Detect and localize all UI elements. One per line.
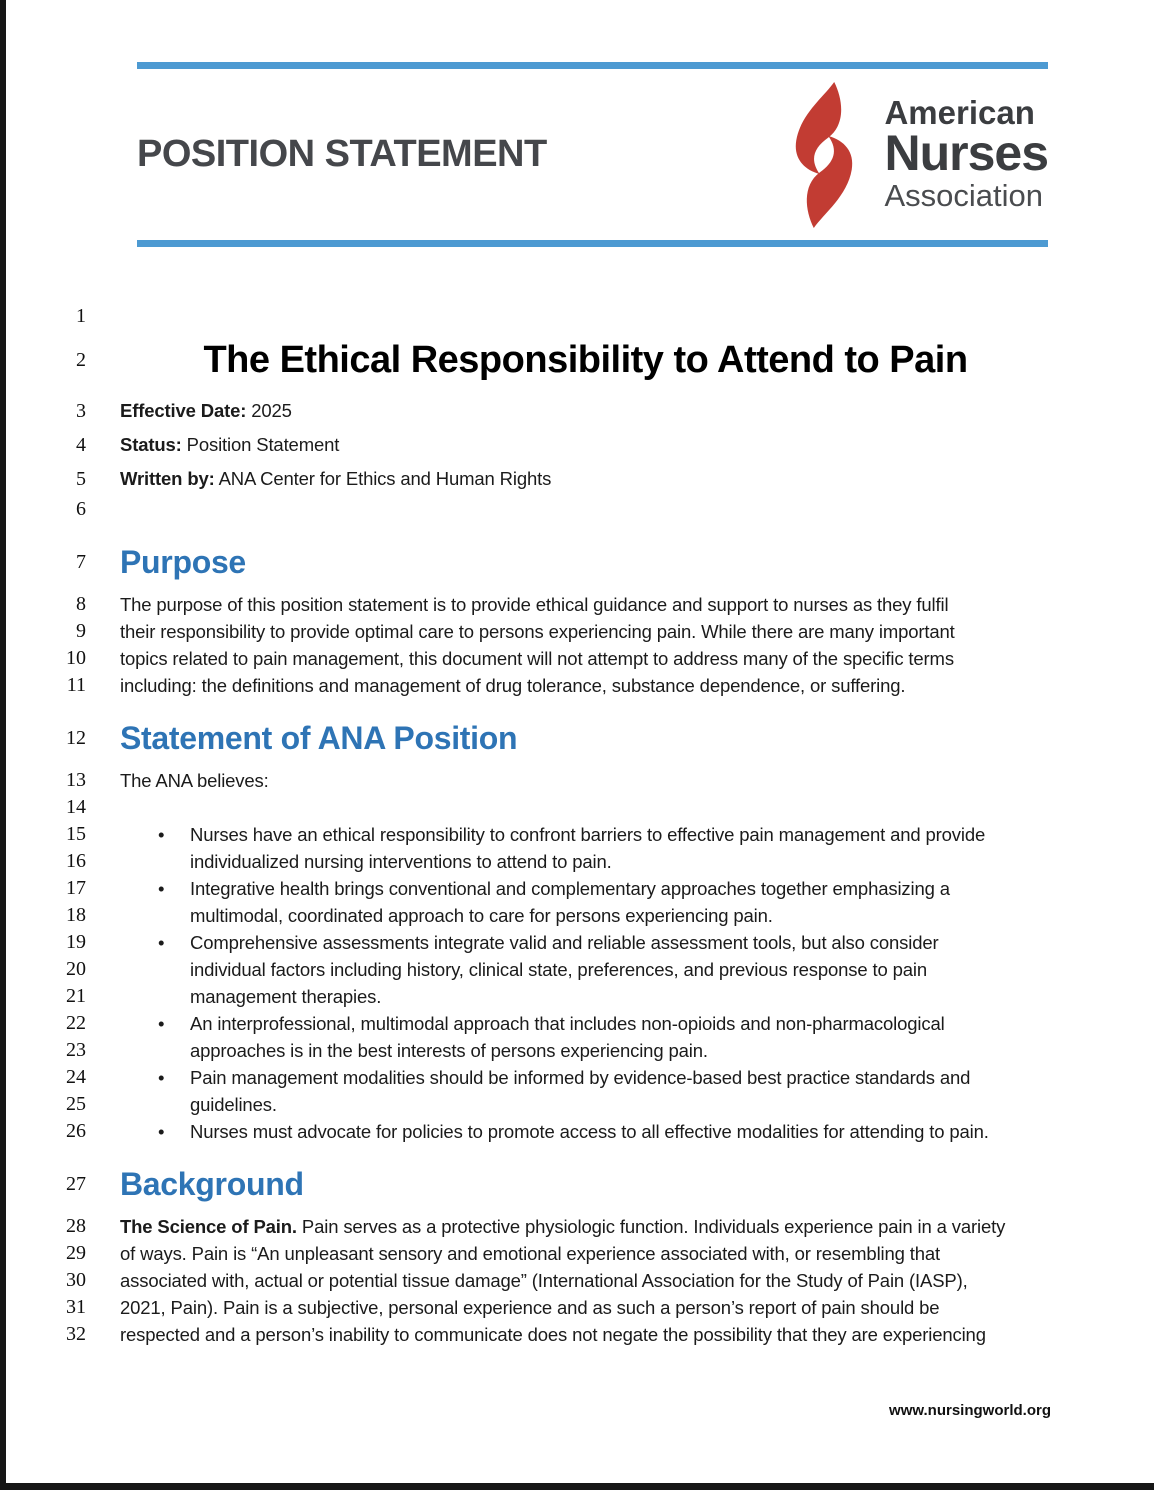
logo-word-american: American [884, 93, 1035, 131]
line-row [6, 1118, 1154, 1145]
line-row [6, 956, 1154, 983]
line-row [6, 1240, 1154, 1267]
line-number: 9 [76, 620, 86, 642]
line-number: 10 [66, 647, 86, 669]
line-number: 23 [66, 1039, 86, 1061]
line-row [6, 303, 1154, 330]
line-row [6, 591, 1154, 618]
line-row [6, 1091, 1154, 1118]
header-rule-bottom [137, 240, 1048, 247]
line-text [120, 496, 1154, 523]
bullet-icon: • [158, 1067, 165, 1088]
line-row [6, 1213, 1154, 1240]
bullet-icon: • [158, 1121, 165, 1142]
bullet-icon: • [158, 824, 165, 845]
line-text: The Ethical Responsibility to Attend to Pain [203, 339, 968, 381]
logo-word-nurses: Nurses [884, 125, 1048, 182]
line-row [6, 929, 1154, 956]
line-row [6, 496, 1154, 523]
line-text: Background [120, 1166, 304, 1202]
line-number: 7 [76, 551, 86, 573]
ana-logo [780, 82, 1048, 228]
line-number: 18 [66, 904, 86, 926]
document-body [6, 247, 1154, 1348]
line-text: Written by: ANA Center for Ethics and Human Rights [120, 468, 552, 489]
line-number: 12 [66, 727, 86, 749]
line-text: • An interprofessional, multimodal approach that includes non-opioids and non-pharmacological [120, 1010, 1154, 1037]
line-row [6, 1267, 1154, 1294]
line-number: 5 [76, 468, 86, 490]
line-row [6, 1294, 1154, 1321]
line-row [6, 1163, 1154, 1205]
line-row [6, 821, 1154, 848]
line-row [6, 794, 1154, 821]
line-number: 28 [66, 1215, 86, 1237]
flame-icon [780, 82, 868, 228]
line-row [6, 428, 1154, 462]
line-number: 2 [76, 349, 86, 371]
line-number: 8 [76, 593, 86, 615]
line-text: topics related to pain management, this document will not attempt to address many of the specific terms [120, 648, 954, 669]
line-text: Statement of ANA Position [120, 720, 518, 756]
line-row [6, 462, 1154, 496]
footer-url: www.nursingworld.org [889, 1402, 1051, 1419]
document-header [137, 69, 1048, 240]
line-number: 31 [66, 1296, 86, 1318]
line-number: 16 [66, 850, 86, 872]
line-text: • Pain management modalities should be informed by evidence-based best practice standards and [120, 1064, 1154, 1091]
line-row [6, 618, 1154, 645]
line-number: 29 [66, 1242, 86, 1264]
line-row [6, 394, 1154, 428]
line-number: 6 [76, 498, 86, 520]
line-row [6, 875, 1154, 902]
line-row [6, 717, 1154, 759]
line-number: 15 [66, 823, 86, 845]
line-text: guidelines. [190, 1094, 277, 1115]
line-text: of ways. Pain is “An unpleasant sensory and emotional experience associated with, or resembling that [120, 1243, 941, 1264]
line-text: including: the definitions and management of drug tolerance, substance dependence, or suffering. [120, 675, 906, 696]
line-row [6, 541, 1154, 583]
bullet-icon: • [158, 1013, 165, 1034]
line-number: 4 [76, 434, 86, 456]
line-row [6, 1321, 1154, 1348]
line-text: • Comprehensive assessments integrate valid and reliable assessment tools, but also consider [120, 929, 1154, 956]
line-number: 17 [66, 877, 86, 899]
line-text: multimodal, coordinated approach to care for persons experiencing pain. [190, 905, 773, 926]
line-text: approaches is in the best interests of persons experiencing pain. [190, 1040, 708, 1061]
line-text: The purpose of this position statement is to provide ethical guidance and support to nurses as they fulfil [120, 594, 949, 615]
logo-wordmark [884, 93, 1048, 214]
line-number: 24 [66, 1066, 86, 1088]
line-text: • Nurses have an ethical responsibility to confront barriers to effective pain management and provide [120, 821, 1154, 848]
line-number: 20 [66, 958, 86, 980]
line-text: individualized nursing interventions to attend to pain. [190, 851, 612, 872]
line-number: 30 [66, 1269, 86, 1291]
bullet-icon: • [158, 878, 165, 899]
line-text: individual factors including history, clinical state, preferences, and previous response to pain [190, 959, 927, 980]
line-text: The Science of Pain. Pain serves as a protective physiologic function. Individuals experience pain in a variety [120, 1216, 1006, 1237]
line-number: 19 [66, 931, 86, 953]
line-text: • Integrative health brings conventional and complementary approaches together emphasizing a [120, 875, 1154, 902]
line-row [6, 1037, 1154, 1064]
line-text: associated with, actual or potential tissue damage” (International Association for the Study of Pain (IASP), [120, 1270, 968, 1291]
line-number: 27 [66, 1173, 86, 1195]
line-row [6, 1010, 1154, 1037]
line-text: The ANA believes: [120, 770, 269, 791]
line-text [120, 303, 1154, 330]
line-text: Status: Position Statement [120, 434, 340, 455]
line-row [6, 1064, 1154, 1091]
line-row [6, 902, 1154, 929]
line-number: 14 [66, 796, 86, 818]
line-row [6, 672, 1154, 699]
line-text [120, 794, 1154, 821]
logo-word-association: Association [884, 177, 1043, 213]
line-number: 13 [66, 769, 86, 791]
line-row [6, 645, 1154, 672]
line-number: 1 [76, 305, 86, 327]
line-text: 2021, Pain). Pain is a subjective, personal experience and as such a person’s report of pain should be [120, 1297, 940, 1318]
line-row [6, 767, 1154, 794]
header-rule-top [137, 62, 1048, 69]
kicker-position-statement: POSITION STATEMENT [137, 133, 547, 175]
line-row [6, 983, 1154, 1010]
line-row [6, 848, 1154, 875]
line-number: 21 [66, 985, 86, 1007]
line-text: Purpose [120, 544, 246, 580]
line-text: Effective Date: 2025 [120, 400, 292, 421]
line-text: • Nurses must advocate for policies to promote access to all effective modalities for attending to pain. [120, 1118, 1154, 1145]
line-row [6, 338, 1154, 382]
line-number: 22 [66, 1012, 86, 1034]
bullet-icon: • [158, 932, 165, 953]
line-number: 25 [66, 1093, 86, 1115]
line-text: their responsibility to provide optimal care to persons experiencing pain. While there are many important [120, 621, 955, 642]
line-number: 26 [66, 1120, 86, 1142]
line-number: 32 [66, 1323, 86, 1345]
line-number: 3 [76, 400, 86, 422]
line-text: management therapies. [190, 986, 382, 1007]
line-number: 11 [66, 674, 86, 696]
line-text: respected and a person’s inability to communicate does not negate the possibility that they are experiencing [120, 1324, 986, 1345]
